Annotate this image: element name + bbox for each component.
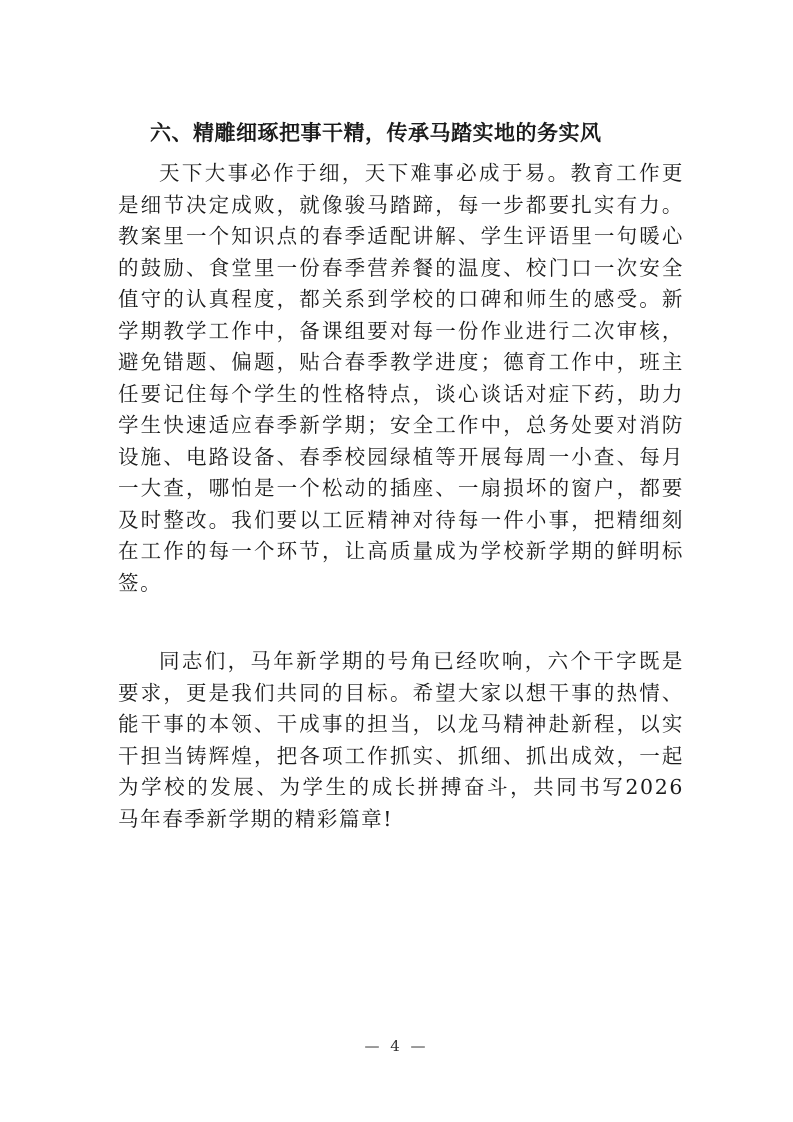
- body-paragraph-2: 同志们，马年新学期的号角已经吹响，六个干字既是要求，更是我们共同的目标。希望大家以想干事的热情、能干事的本领、干成事的担当，以龙马精神赴新程，以实干担当铸辉煌，把各项工作抓实、抓细、抓出成效，一起为学校的发展、为学生的成长拼搏奋斗，共同书写2026马年春季新学期的精彩篇章!: [118, 649, 684, 831]
- page-number: — 4 —: [364, 1037, 429, 1055]
- section-heading: 六、精雕细琢把事干精，传承马踏实地的务实风: [150, 121, 602, 145]
- body-paragraph-1: 天下大事必作于细，天下难事必成于易。教育工作更是细节决定成败，就像骏马踏蹄，每一步都要扎实有力。教案里一个知识点的春季适配讲解、学生评语里一句暖心的鼓励、食堂里一份春季营养餐的温度、校门口一次安全值守的认真程度，都关系到学校的口碑和师生的感受。新学期教学工作中，备课组要对每一份作业进行二次审核，避免错题、偏题，贴合春季教学进度；德育工作中，班主任要记住每个学生的性格特点，谈心谈话对症下药，助力学生快速适应春季新学期；安全工作中，总务处要对消防设施、电路设备、春季校园绿植等开展每周一小查、每月一大查，哪怕是一个松动的插座、一扇损坏的窗户，都要及时整改。我们要以工匠精神对待每一件小事，把精细刻在工作的每一个环节，让高质量成为学校新学期的鲜明标签。: [118, 161, 684, 595]
